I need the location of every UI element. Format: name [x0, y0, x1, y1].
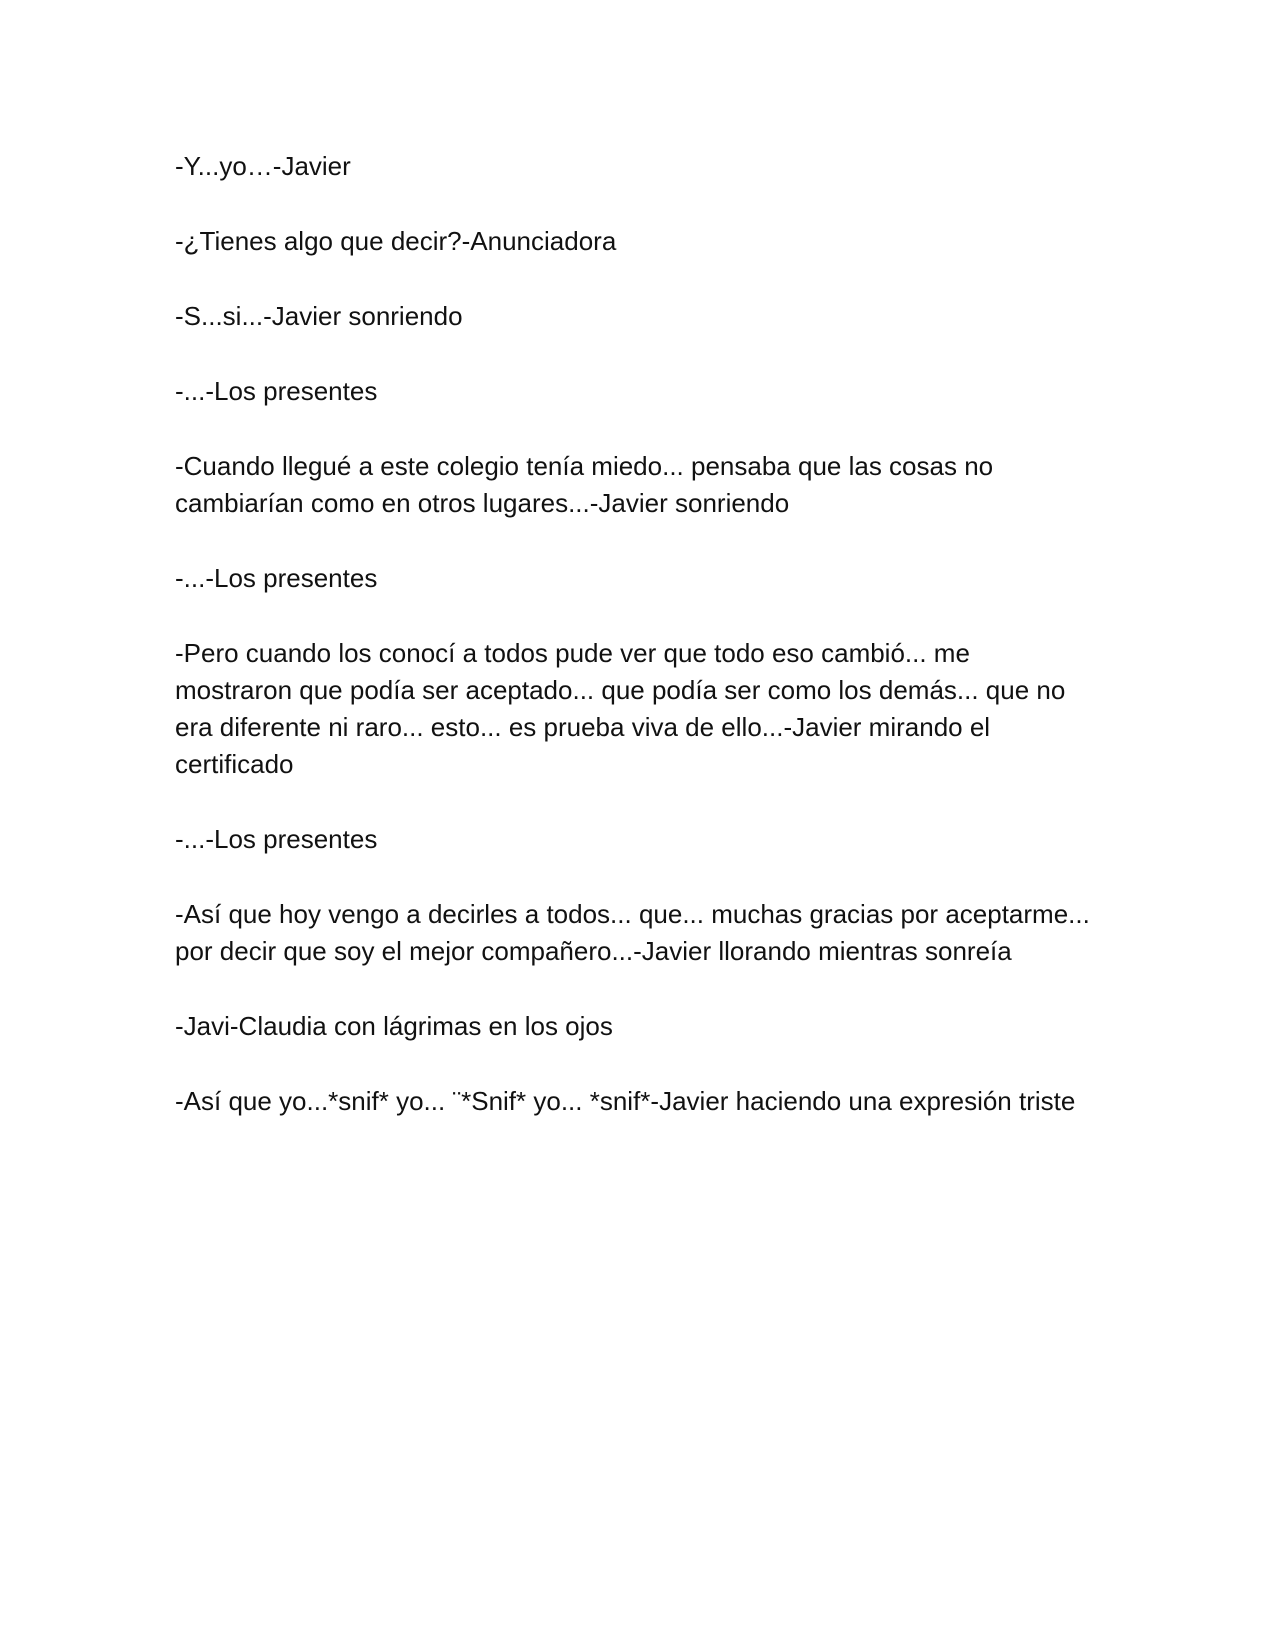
paragraph-9: -Así que hoy vengo a decirles a todos... que... muchas gracias por aceptarme... por decir que soy el mejor compañero...-Javier llorando mientras sonreía — [175, 899, 1090, 966]
paragraph-2: -¿Tienes algo que decir?-Anunciadora — [175, 226, 617, 256]
paragraph-5: -Cuando llegué a este colegio tenía miedo... pensaba que las cosas no cambiarían como en otros lugares...-Javier sonriendo — [175, 451, 994, 518]
paragraph-8: -...-Los presentes — [175, 824, 378, 854]
paragraph-1: -Y...yo…-Javier — [175, 151, 351, 181]
paragraph-6: -...-Los presentes — [175, 563, 378, 593]
document-body — [175, 148, 1090, 1158]
paragraph-7: -Pero cuando los conocí a todos pude ver que todo eso cambió... me mostraron que podía ser aceptado... que podía ser como los demás... que no era diferente ni raro... esto... es prueba viva de ello...-Javier mirando el certificado — [175, 638, 1066, 779]
paragraph-4: -...-Los presentes — [175, 376, 378, 406]
paragraph-3: -S...si...-Javier sonriendo — [175, 301, 463, 331]
paragraph-10: -Javi-Claudia con lágrimas en los ojos — [175, 1011, 613, 1041]
paragraph-11: -Así que yo...*snif* yo... ¨*Snif* yo... *snif*-Javier haciendo una expresión triste — [175, 1086, 1076, 1116]
